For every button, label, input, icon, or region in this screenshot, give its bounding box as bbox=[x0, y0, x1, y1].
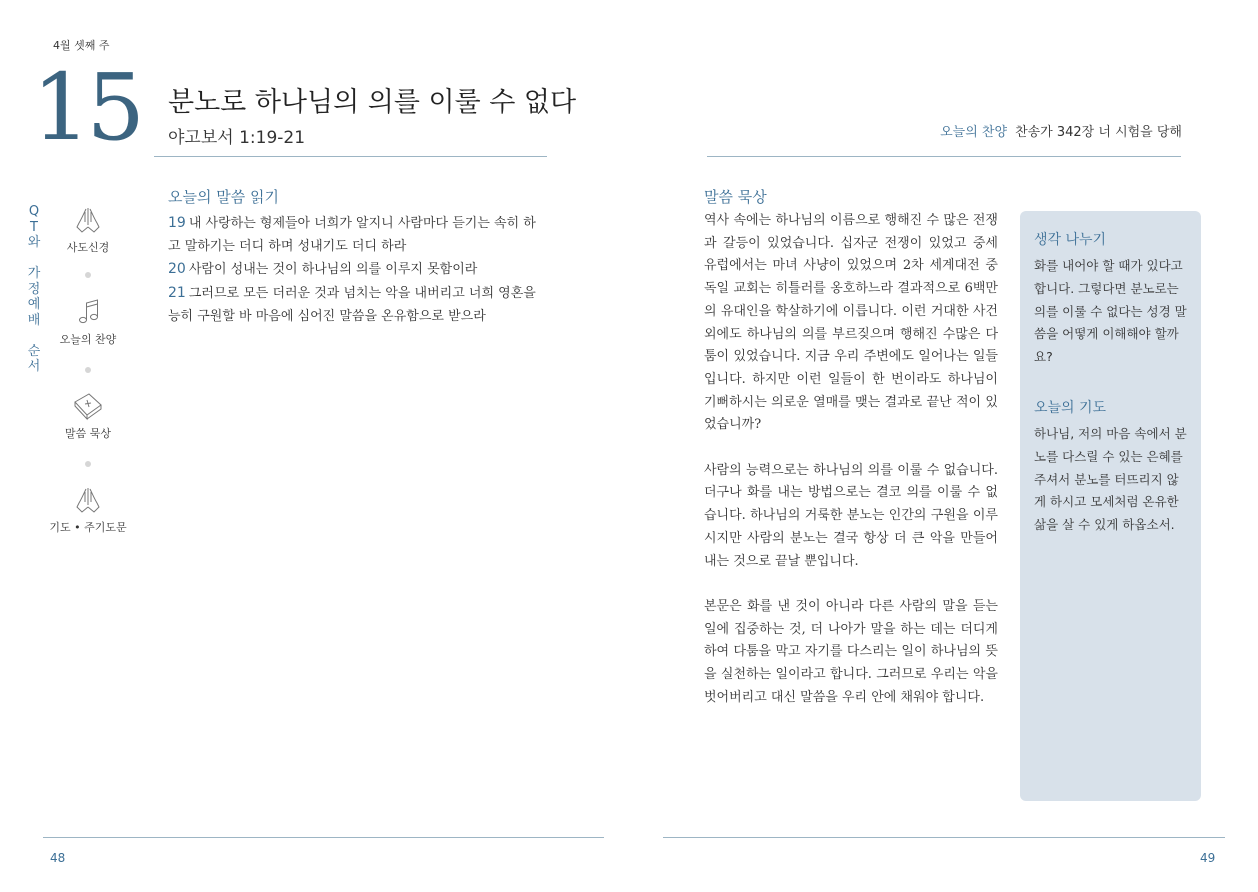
footer-divider-left bbox=[43, 837, 604, 838]
share-text: 화를 내어야 할 때가 있다고 합니다. 그렇다면 분노로는 의를 이룰 수 없다는 성경 말씀을 어떻게 이해해야 할까요? bbox=[1034, 258, 1187, 365]
praying-hands-icon bbox=[73, 205, 103, 235]
todays-hymn bbox=[940, 121, 1182, 140]
verse-text: 그러므로 모든 더러운 것과 넘치는 악을 내버리고 너희 영혼을 능히 구원할 바 마음에 심어진 말씀을 온유함으로 받으라 bbox=[168, 286, 536, 324]
day-number: 15 bbox=[32, 54, 142, 161]
sidebar-item-prayer bbox=[40, 485, 136, 535]
meditation-paragraph: 역사 속에는 하나님의 이름으로 행해진 수 많은 전쟁과 갈등이 있었습니다. 십자군 전쟁이 있었고 중세 유럽에서는 마녀 사냥이 있었으며 2차 세계대전 중 독일 교회는 히틀러를 옹호하느라 결과적으로 6백만의 유대인을 학살하기에 이릅니다. 이런 거대한 사건 외에도 하나님의 의를 부르짖으며 행해진 수많은 다툼이 있었습니다. 지금 우리 주변에도 일어나는 일들입니다. 하지만 이런 일들이 한 번이라도 하나님이 기뻐하시는 의로운 열매를 맺는 결과로 끝난 적이 있었습니까? bbox=[704, 213, 998, 433]
hymn-title: 찬송가 342장 너 시험을 당해 bbox=[1015, 125, 1182, 140]
reading-heading: 오늘의 말씀 읽기 bbox=[168, 188, 279, 206]
bible-book-icon bbox=[72, 391, 104, 421]
sidebar-item-creed bbox=[40, 205, 136, 255]
scripture-verses bbox=[168, 212, 548, 329]
vertical-char: T bbox=[30, 219, 38, 235]
vertical-char: 정 bbox=[27, 281, 41, 297]
sidebar-separator-dot bbox=[85, 272, 91, 278]
meditation-paragraph: 사람의 능력으로는 하나님의 의를 이룰 수 없습니다. 더구나 화를 내는 방법으로는 결코 의를 이룰 수 없습니다. 하나님의 거룩한 분노는 인간의 구원을 이루시지만 사람의 분노는 결국 항상 더 큰 악을 만들어 내는 것으로 끝날 뿐입니다. bbox=[704, 462, 998, 569]
music-note-icon bbox=[73, 297, 103, 327]
sidebar-separator-dot bbox=[85, 461, 91, 467]
sidebar-item-hymn bbox=[40, 297, 136, 347]
meditation-body bbox=[704, 210, 998, 732]
sidebar-item-label: 말씀 묵상 bbox=[64, 427, 111, 440]
sidebar-item-label: 기도 • 주기도문 bbox=[49, 521, 127, 534]
sidebar-item-label: 오늘의 찬양 bbox=[59, 333, 117, 346]
header-divider-right bbox=[707, 156, 1181, 157]
sidebar-item-label: 사도신경 bbox=[66, 241, 110, 254]
vertical-char: 와 bbox=[27, 235, 41, 250]
verse-number: 19 bbox=[168, 215, 186, 231]
sidebar-item-meditation bbox=[40, 391, 136, 441]
page-number-right: 49 bbox=[1200, 851, 1216, 865]
verse bbox=[168, 212, 548, 258]
sidebar-separator-dot bbox=[85, 367, 91, 373]
page-number-left: 48 bbox=[50, 851, 66, 865]
vertical-label-qt-family-worship bbox=[27, 204, 41, 375]
header-divider-left bbox=[154, 156, 547, 157]
meditation-paragraph: 본문은 화를 낸 것이 아니라 다른 사람의 말을 듣는 일에 집중하는 것, 더 나아가 말을 하는 데는 더디게 하여 다툼을 막고 자기를 다스리는 일이 하나님의 뜻을 실천하는 일이라고 합니다. 그러므로 우리는 악을 벗어버리고 대신 말씀을 우리 안에 채워야 합니다. bbox=[704, 598, 998, 705]
verse bbox=[168, 258, 548, 282]
share-heading: 생각 나누기 bbox=[1034, 232, 1107, 248]
vertical-char: 배 bbox=[27, 312, 41, 328]
vertical-char: 예 bbox=[27, 297, 41, 312]
footer-divider-right bbox=[663, 837, 1225, 838]
vertical-char: 순 bbox=[27, 343, 41, 359]
verse-number: 20 bbox=[168, 261, 186, 278]
week-label: 4월 셋째 주 bbox=[53, 39, 110, 52]
vertical-char: 서 bbox=[27, 359, 41, 374]
vertical-char: 가 bbox=[27, 266, 41, 281]
scripture-reference: 야고보서 1:19-21 bbox=[168, 128, 306, 148]
vertical-char: Q bbox=[28, 204, 40, 219]
page-title: 분노로 하나님의 의를 이룰 수 없다 bbox=[168, 87, 577, 118]
prayer-text: 하나님, 저의 마음 속에서 분노를 다스릴 수 있는 은혜를 주셔서 분노를 터뜨리지 않게 하시고 모세처럼 온유한 삶을 살 수 있게 하옵소서. bbox=[1034, 425, 1187, 533]
hymn-label: 오늘의 찬양 bbox=[940, 125, 1008, 140]
verse bbox=[168, 282, 548, 328]
meditation-heading: 말씀 묵상 bbox=[704, 188, 767, 206]
verse-number: 21 bbox=[168, 285, 186, 302]
reflection-box bbox=[1020, 211, 1201, 801]
praying-hands-icon bbox=[73, 485, 103, 515]
prayer-heading: 오늘의 기도 bbox=[1034, 399, 1107, 416]
verse-text: 내 사랑하는 형제들아 너희가 알지니 사람마다 듣기는 속히 하고 말하기는 더디 하며 성내기도 더디 하라 bbox=[168, 216, 536, 254]
verse-text: 사람이 성내는 것이 하나님의 의를 이루지 못함이라 bbox=[188, 262, 478, 278]
